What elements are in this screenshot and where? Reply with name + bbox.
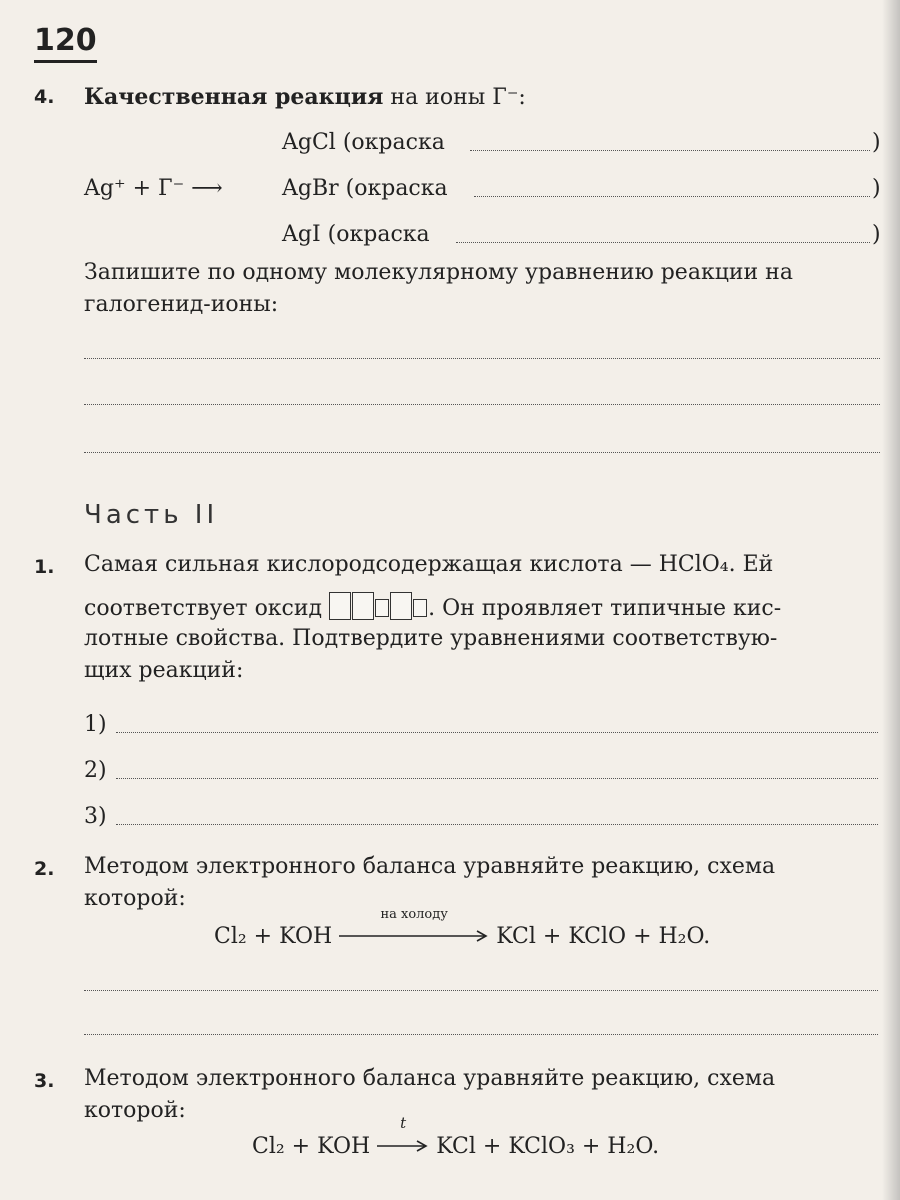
q4-task-line1: Запишите по одному молекулярному уравнению реакции на — [84, 260, 793, 285]
arrow-icon — [377, 1139, 429, 1153]
p1-item-2: 2) — [84, 758, 107, 783]
p3-line1: Методом электронного баланса уравняйте реакцию, схема — [84, 1066, 776, 1091]
eq-reactants: Cl₂ + KOH — [252, 1134, 371, 1159]
close-paren: ) — [872, 222, 881, 247]
answer-line[interactable] — [116, 778, 878, 779]
reaction-arrow — [377, 1114, 429, 1162]
oxide-cell[interactable] — [352, 592, 374, 620]
reaction-condition: t — [400, 1114, 407, 1132]
formula-agcl: AgCl — [282, 130, 336, 155]
page-number: 120 — [34, 24, 97, 63]
p2-line1: Методом электронного баланса уравняйте реакцию, схема — [84, 854, 776, 879]
p2-equation — [214, 907, 711, 952]
close-paren: ) — [872, 130, 881, 155]
answer-line[interactable] — [116, 824, 878, 825]
q4-number: 4. — [34, 86, 55, 108]
q4-title-rest: на ионы Г⁻: — [383, 85, 526, 110]
close-paren: ) — [872, 176, 881, 201]
answer-line[interactable] — [84, 452, 880, 453]
p1-line3: лотные свойства. Подтвердите уравнениями соответствую- — [84, 626, 778, 651]
reaction-condition: на холоду — [380, 907, 448, 922]
answer-line[interactable] — [84, 404, 880, 405]
q4-product-agi — [282, 220, 430, 250]
section-title: Часть II — [84, 500, 219, 530]
color-label: (окраска — [345, 176, 448, 201]
answer-line[interactable] — [84, 1034, 878, 1035]
q4-title — [84, 82, 526, 113]
p1-item-1: 1) — [84, 712, 107, 737]
p1-line4: щих реакций: — [84, 658, 244, 683]
answer-line-agcl[interactable] — [470, 150, 870, 151]
p2-line2: которой: — [84, 886, 186, 911]
oxide-index-cell[interactable] — [375, 599, 389, 617]
oxide-cell[interactable] — [390, 592, 412, 620]
eq-reactants: Cl₂ + KOH — [214, 924, 333, 949]
color-label: (окраска — [327, 222, 430, 247]
oxide-cell[interactable] — [329, 592, 351, 620]
formula-agbr: AgBr — [282, 176, 339, 201]
answer-line[interactable] — [84, 358, 880, 359]
arrow-icon — [339, 929, 489, 943]
answer-line[interactable] — [84, 990, 878, 991]
eq-products: KCl + KClO₃ + H₂O. — [436, 1134, 660, 1159]
p1-line2-start: соответствует оксид — [84, 596, 323, 621]
p1-line2-end: . Он проявляет типичные кис- — [428, 596, 782, 621]
p2-number: 2. — [34, 858, 55, 880]
reaction-arrow — [339, 907, 489, 952]
answer-line[interactable] — [116, 732, 878, 733]
p1-number: 1. — [34, 556, 55, 578]
q4-reactants: Ag⁺ + Г⁻ ⟶ — [84, 176, 223, 201]
page-edge-shadow — [882, 0, 900, 1200]
answer-line-agi[interactable] — [456, 242, 870, 243]
p3-line2: которой: — [84, 1098, 186, 1123]
q4-product-agcl — [282, 128, 445, 158]
p3-equation — [252, 1114, 660, 1162]
formula-agi: AgI — [282, 222, 321, 247]
oxide-index-cell[interactable] — [413, 599, 427, 617]
p1-item-3: 3) — [84, 804, 107, 829]
q4-task-line2: галогенид-ионы: — [84, 292, 279, 317]
answer-line-agbr[interactable] — [474, 196, 870, 197]
q4-title-bold: Качественная реакция — [84, 84, 384, 110]
color-label: (окраска — [342, 130, 445, 155]
p1-line2 — [84, 592, 781, 624]
p3-number: 3. — [34, 1070, 55, 1092]
q4-product-agbr — [282, 174, 448, 204]
p1-line1: Самая сильная кислородсодержащая кислота — HClO₄. Ей — [84, 552, 774, 577]
eq-products: KCl + KClO + H₂O. — [496, 924, 711, 949]
